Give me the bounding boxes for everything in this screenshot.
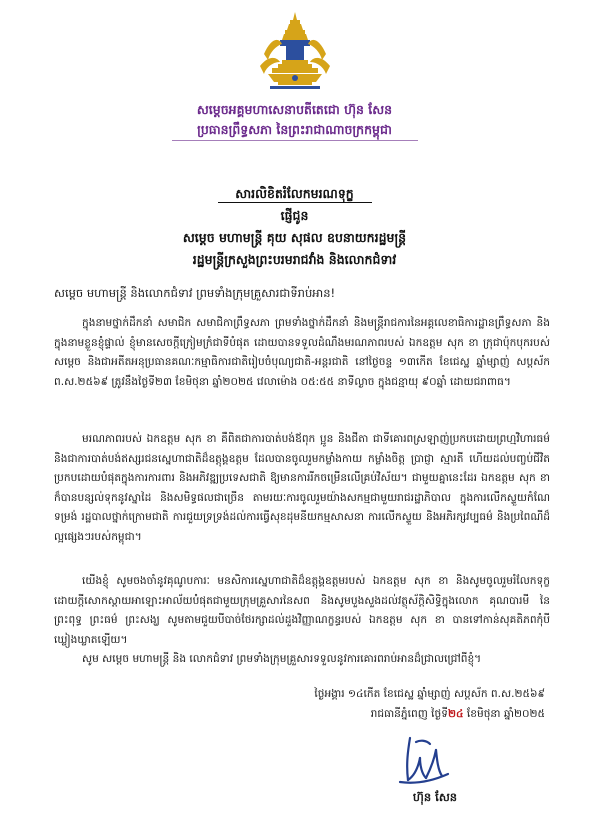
lunar-date: ថ្ងៃអង្គារ ១៤កើត ខែជេស្ឋ ឆ្នាំម្សាញ់ សប្តស័ក ព.ស.២៥៦៩	[314, 688, 545, 700]
letter-heading: សារលិខិតរំលែកមរណទុក្ខ	[235, 186, 354, 201]
sender-title: ប្រធានព្រឹទ្ធសភា នៃព្រះរាជាណាចក្រកម្ពុជា	[197, 122, 392, 137]
date-prefix: រាជធានីភ្នំពេញ ថ្ងៃទី	[370, 708, 448, 720]
date-day: ២៤	[447, 708, 464, 720]
addressed-to-label: ផ្ញើជូន	[280, 208, 309, 223]
handwritten-signature	[396, 730, 452, 788]
solar-date	[371, 708, 545, 723]
header-divider	[172, 140, 418, 141]
signer-name: ហ៊ុន សែន	[412, 790, 458, 804]
closing-paragraph: សូម សម្តេច មហាមន្ត្រី និង លោកជំទាវ ព្រមទាំងក្រុមគ្រួសារទទួលនូវការគោរពរាប់អានដ៏ជ្រាលជ្រៅពីខ្ញុំ។	[82, 653, 482, 665]
body-paragraph-2: មរណភាពរបស់ ឯកឧត្តម សុក ខា គឺពិតជាការបាត់បង់ឪពុក ប្អូន និងជីតា ជាទីគោរពស្រឡាញ់ប្រកបដោយព្រហ្មវិហារធម៌ និងជាការបាត់បង់ឥស្សរជនស្នេហាជាតិដ៏ឧត្តុង្គឧត្តម ដែលបានចូលរួមកម្លាំងកាយ កម្លាំងចិត្ត ប្រាជ្ញា ស្មារតី ហើយដល់បញ្ចប់ជីវិត ប្រកបដោយបំផុតក្នុងការការពារ និងអភិវឌ្ឍប្រទេសជាតិ ឱ្យមានការរីកចម្រើនលើគ្រប់វិស័យ។ ជាមួយគ្នានេះដែរ ឯកឧត្តម សុក ខា ក៏បានបន្សល់ទុកនូវស្នាដៃ និងសមិទ្ធផលជាច្រើន តាមរយៈការចូលរួមយ៉ាងសកម្មជាមួយរាជរដ្ឋាភិបាល ក្នុងការលើកស្ទួយកំណែទម្រង់ រដ្ឋបាលថ្នាក់ក្រោមជាតិ ការជួយទ្រទ្រង់ដល់ការធ្វើសុខដុមនីយកម្មសាសនា ការលើកស្ទួយ និងអភិរក្សវប្បធម៌ និងប្រពៃណីដ៏ល្អផ្សេងៗរបស់កម្ពុជា។	[54, 433, 550, 543]
recipient-name: សម្តេច មហាមន្ត្រី គុយ សុផល ឧបនាយករដ្ឋមន្ត្រី	[182, 230, 407, 245]
heading-underline	[218, 202, 372, 203]
salutation: សម្តេច មហាមន្ត្រី និងលោកជំទាវ ព្រមទាំងក្រុមគ្រួសារជាទីរាប់អាន!	[54, 286, 336, 300]
senate-emblem-icon	[256, 10, 334, 92]
date-suffix: ខែមិថុនា ឆ្នាំ២០២៥	[463, 708, 545, 720]
sender-name: សម្តេចអគ្គមហាសេនាបតីតេជោ ហ៊ុន សែន	[196, 102, 393, 117]
recipient-title: រដ្ឋមន្ត្រីក្រសួងព្រះបរមរាជវាំង និងលោកជំទាវ	[192, 252, 397, 267]
body-paragraph-1: ក្នុងនាមថ្នាក់ដឹកនាំ សមាជិក សមាជិកាព្រឹទ្ធសភា ព្រមទាំងថ្នាក់ដឹកនាំ និងមន្ត្រីរាជការនៃអគ្គលេខាធិការដ្ឋានព្រឹទ្ធសភា និងក្នុងនាមខ្លួនខ្ញុំផ្ទាល់ ខ្ញុំមានសេចក្តីក្រៀមក្រំជាទីបំផុត ដោយបានទទួលដំណឹងមរណភាពរបស់ ឯកឧត្តម សុក ខា ក្រុជាប៉ុកបុករបស់ សម្តេច និងជាអតីតអនុប្រធានគណៈកម្មាធិការជាតិរៀបចំបុណ្យជាតិ-អន្តរជាតិ នៅថ្ងៃចន្ទ ១៣កើត ខែជេស្ឋ ឆ្នាំម្សាញ់ សប្តស័ក ព.ស.២៥៦៩ ត្រូវនឹងថ្ងៃទី២៣ ខែមិថុនា ឆ្នាំ២០២៥ វេលាម៉ោង ០៥:៥៥ នាទីល្ងាច ក្នុងជន្មាយុ ៩០ឆ្នាំ ដោយជរាពាធ។	[54, 317, 550, 388]
body-paragraph-3: យើងខ្ញុំ សូមចងចាំនូវគុណូបការៈ មនសិការស្នេហាជាតិដ៏ឧត្តុង្គឧត្តមរបស់ ឯកឧត្តម សុក ខា និងសូមចូលរួមរំលែកទុក្ខដោយក្តីសោកស្តាយអាឡោះអាល័យបំផុតជាមួយក្រុមគ្រួសារនៃសព និងសូមបួងសួងដល់វត្ថុស័ក្តិសិទ្ធិក្នុងលោក គុណបារមី នៃព្រះពុទ្ធ ព្រះធម៌ ព្រះសង្ឃ សូមតាមជួយបីបាច់ថែរក្សាដល់ដួងវិញ្ញាណក្ខន្ធរបស់ ឯកឧត្តម សុក ខា បានទៅកាន់សុគតិភពកុំបីឃ្លៀងឃ្លាតឡើយ។	[54, 575, 550, 646]
